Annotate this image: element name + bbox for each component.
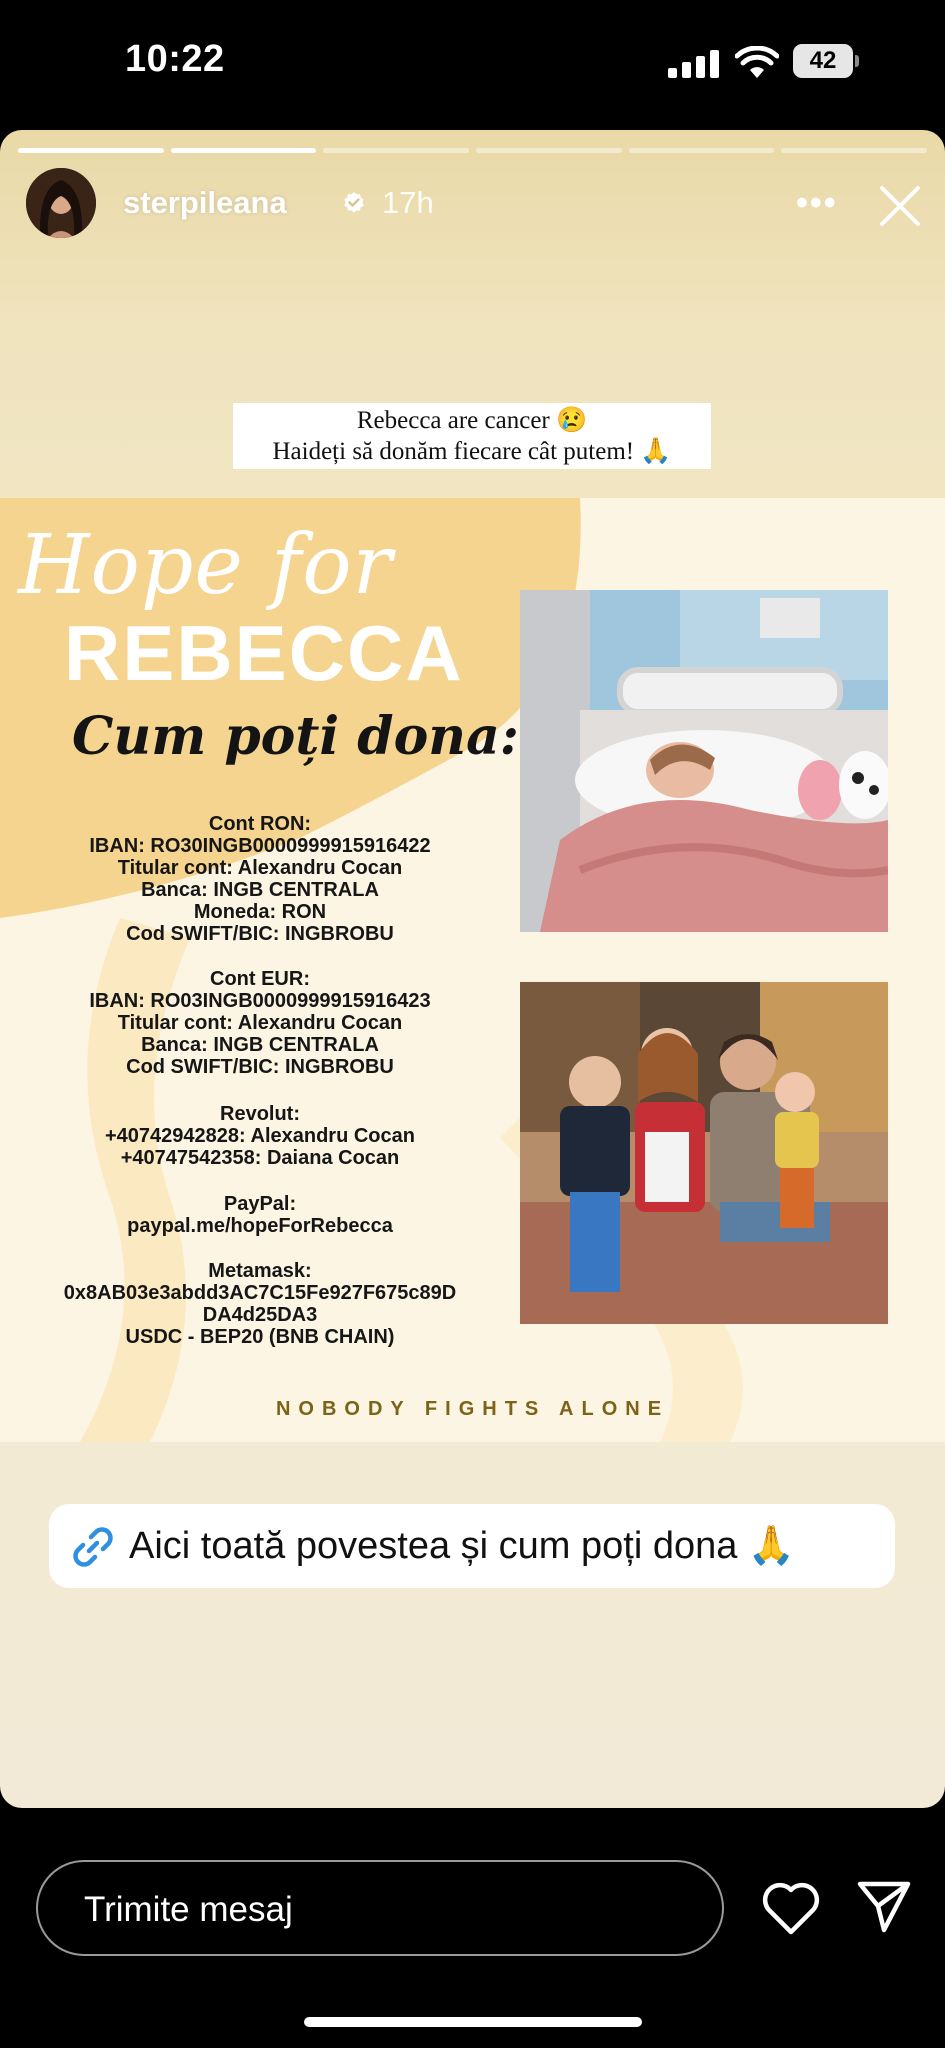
eur-line: IBAN: RO03INGB0000999915916423 <box>89 990 431 1012</box>
revolut-line: Revolut: <box>220 1103 300 1125</box>
home-indicator <box>304 2017 642 2027</box>
ron-account-block <box>0 813 520 945</box>
caption-line-2: Haideți să donăm fiecare cât putem! 🙏 <box>272 438 672 465</box>
revolut-line: +40742942828: Alexandru Cocan <box>105 1125 415 1147</box>
ron-line: IBAN: RO30INGB0000999915916422 <box>89 835 431 857</box>
caption-sticker <box>233 403 711 469</box>
revolut-line: +40747542358: Daiana Cocan <box>120 1147 400 1169</box>
cellular-signal-icon <box>668 50 720 78</box>
heart-icon[interactable] <box>761 1880 821 1936</box>
flyer-footer: NOBODY FIGHTS ALONE <box>275 1398 670 1420</box>
eur-line: Cod SWIFT/BIC: INGBROBU <box>126 1056 394 1078</box>
metamask-block <box>0 1260 520 1348</box>
metamask-line: Metamask: <box>208 1260 312 1282</box>
paypal-line: paypal.me/hopeForRebecca <box>127 1215 393 1237</box>
send-icon[interactable] <box>856 1878 912 1934</box>
metamask-line: DA4d25DA3 <box>202 1304 318 1326</box>
close-icon[interactable] <box>876 182 924 230</box>
story-age: 17h <box>382 185 434 220</box>
progress-segment <box>629 148 775 153</box>
eur-line: Cont EUR: <box>210 968 310 990</box>
ron-line: Moneda: RON <box>193 901 327 923</box>
ron-line: Banca: INGB CENTRALA <box>141 879 379 901</box>
progress-segment <box>171 148 317 153</box>
photo-hospital-bed <box>520 590 888 932</box>
avatar[interactable] <box>26 168 96 238</box>
verified-badge-icon <box>342 191 366 215</box>
revolut-block <box>0 1103 520 1169</box>
username[interactable]: sterpileana <box>123 185 287 220</box>
metamask-line: 0x8AB03e3abdd3AC7C15Fe927F675c89D <box>63 1282 457 1304</box>
status-bar <box>0 0 945 130</box>
story-header <box>26 168 919 240</box>
link-sticker-text: Aici toată povestea și cum poți dona 🙏 <box>129 1525 796 1567</box>
link-icon <box>69 1523 117 1571</box>
paypal-line: PayPal: <box>223 1193 297 1215</box>
battery-icon <box>793 44 859 78</box>
story-card[interactable] <box>0 130 945 1808</box>
eur-account-block <box>0 968 520 1078</box>
flyer-subtitle: Cum poți dona: <box>72 706 519 767</box>
flyer-title-name: REBECCA <box>64 609 464 697</box>
caption-line-1: Rebecca are cancer 😢 <box>356 407 588 434</box>
donation-flyer <box>0 498 945 1442</box>
reply-placeholder: Trimite mesaj <box>84 1890 293 1929</box>
wifi-icon <box>735 46 779 80</box>
clock: 10:22 <box>125 38 225 80</box>
paypal-block <box>0 1193 520 1237</box>
more-options-icon[interactable]: ••• <box>796 184 838 222</box>
link-sticker[interactable] <box>49 1504 895 1588</box>
eur-line: Titular cont: Alexandru Cocan <box>117 1012 403 1034</box>
battery-level: 42 <box>793 44 853 78</box>
flyer-title-script: Hope for <box>18 518 393 613</box>
photo-family <box>520 982 888 1324</box>
progress-segment <box>18 148 164 153</box>
ron-line: Cod SWIFT/BIC: INGBROBU <box>126 923 394 945</box>
progress-segment <box>476 148 622 153</box>
reply-input[interactable] <box>36 1860 724 1956</box>
metamask-line: USDC - BEP20 (BNB CHAIN) <box>125 1326 395 1348</box>
ron-line: Titular cont: Alexandru Cocan <box>117 857 403 879</box>
ron-line: Cont RON: <box>208 813 312 835</box>
story-progress <box>18 148 927 153</box>
progress-segment <box>323 148 469 153</box>
eur-line: Banca: INGB CENTRALA <box>141 1034 379 1056</box>
progress-segment <box>781 148 927 153</box>
